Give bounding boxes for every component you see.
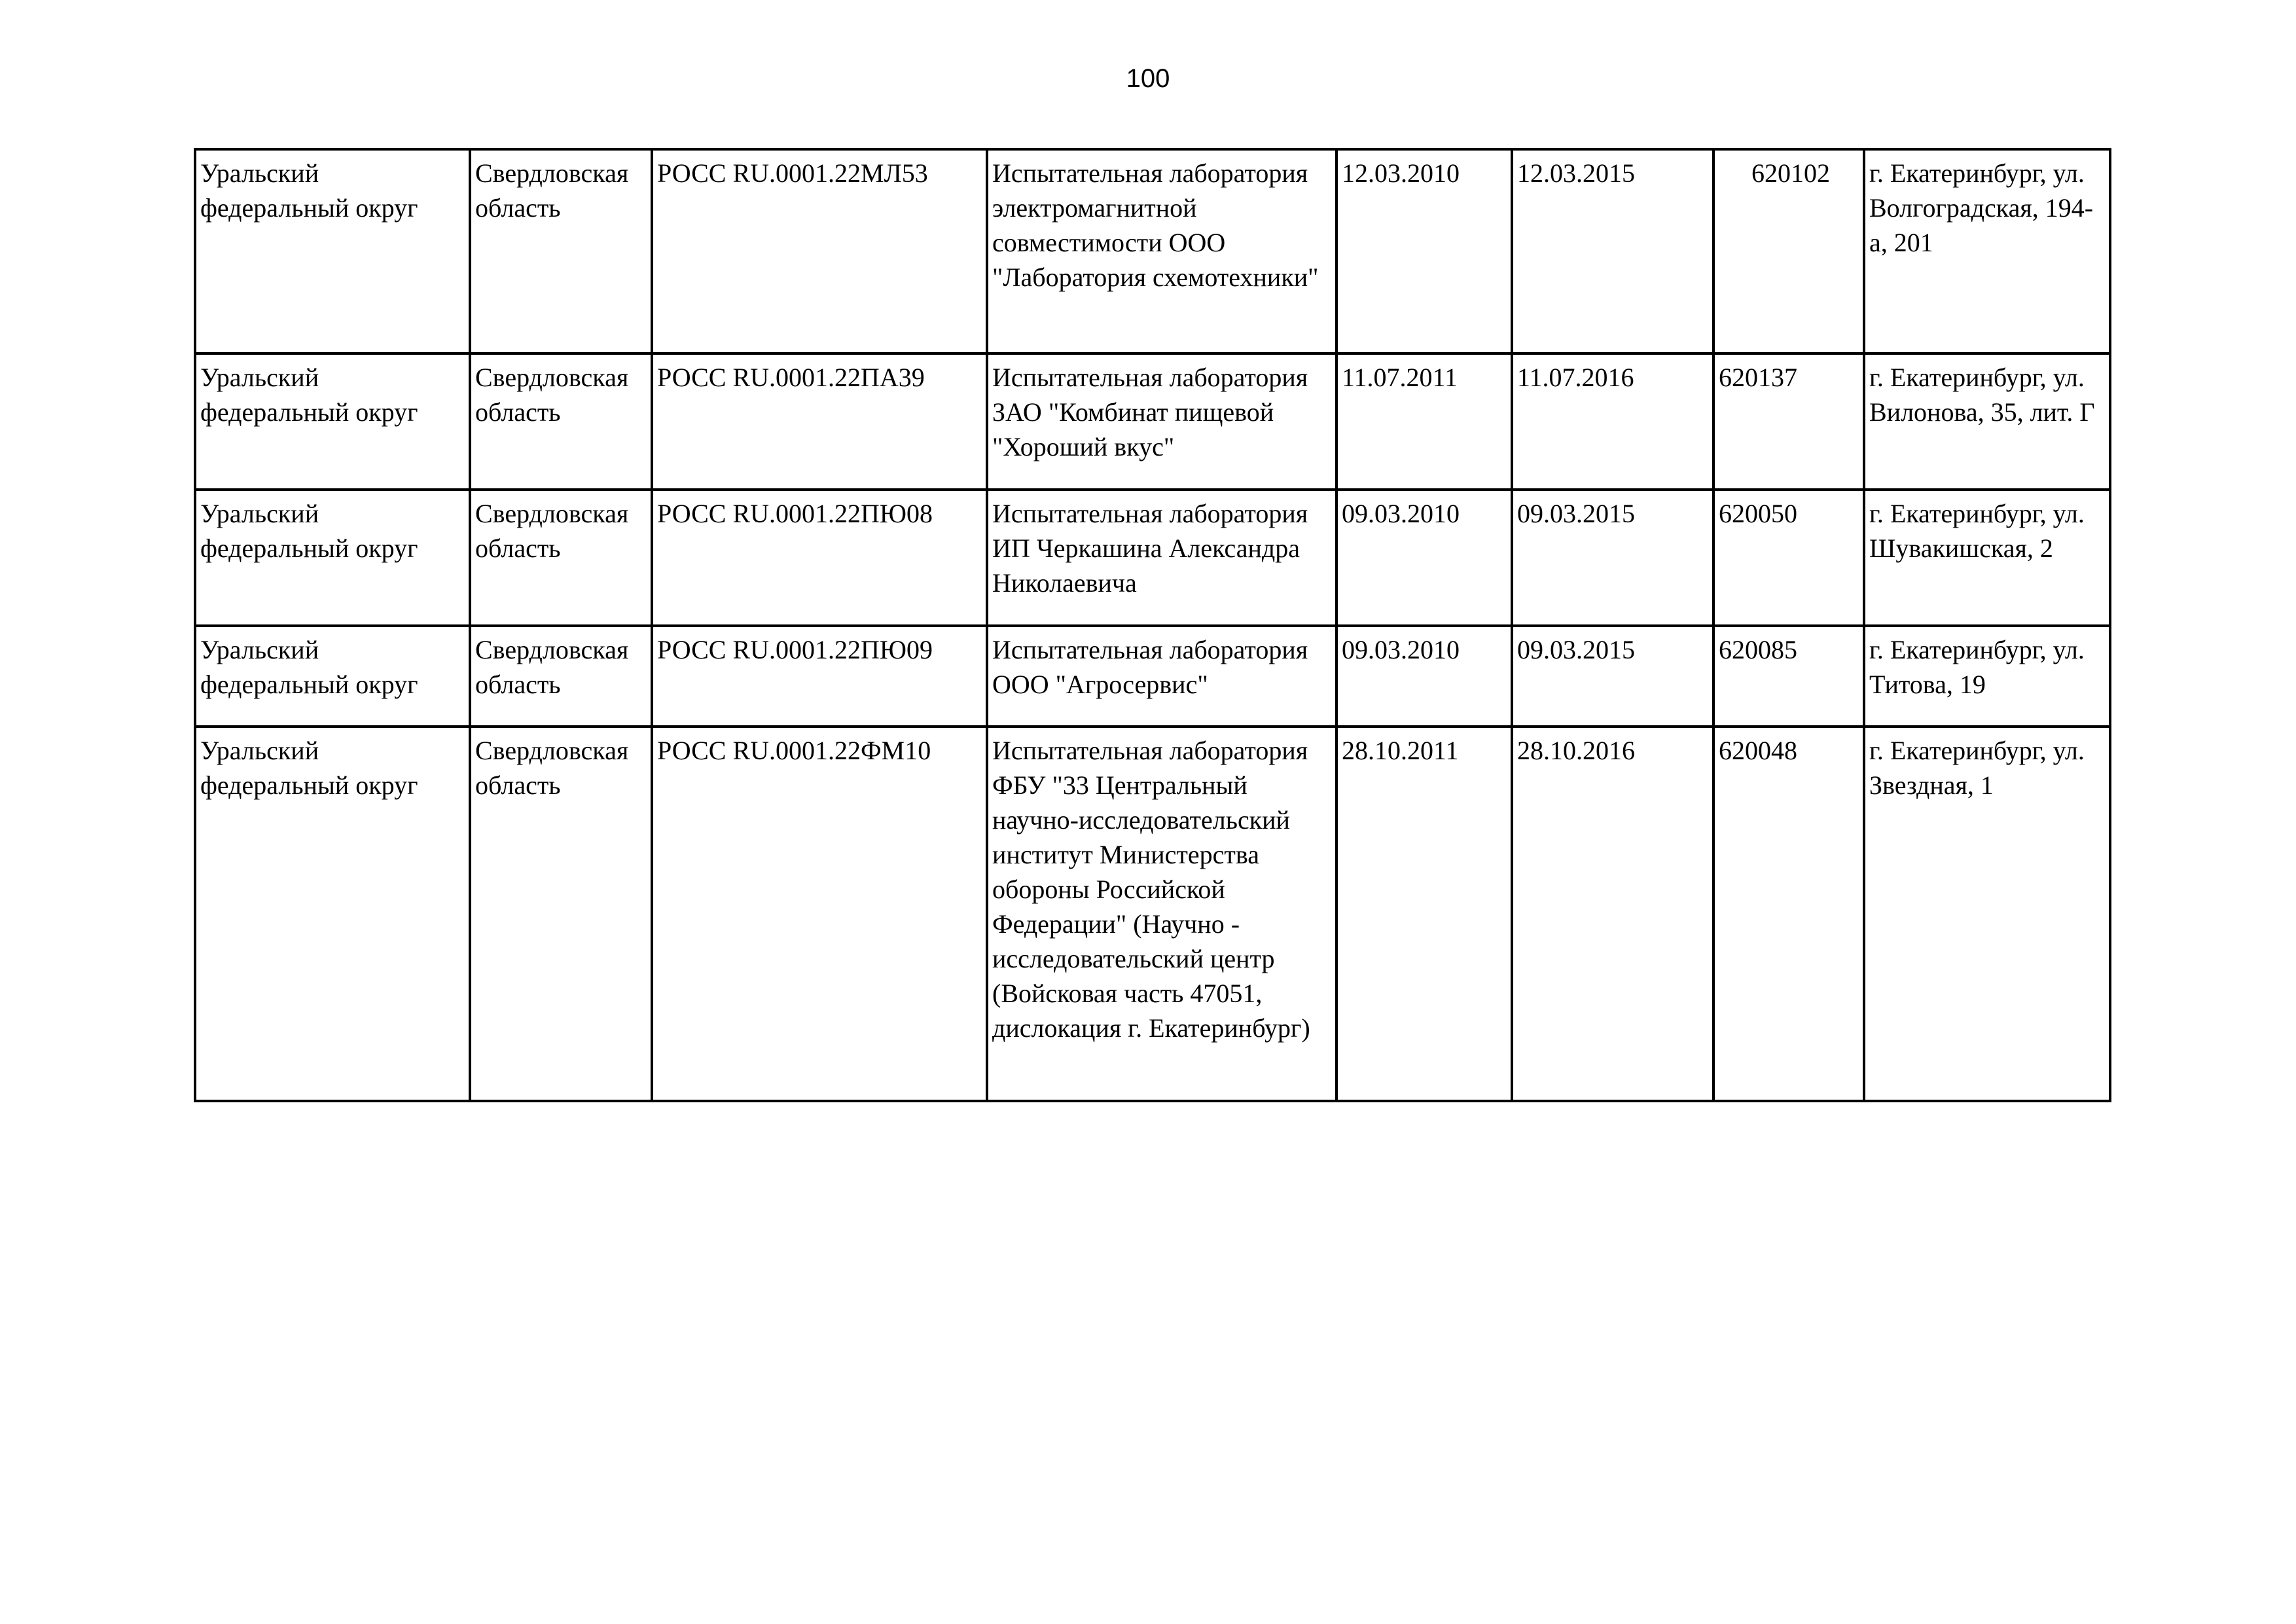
date-from-cell: 28.10.2011 [1336,727,1512,1101]
date-from-cell: 09.03.2010 [1336,490,1512,626]
district-cell: Уральский федеральный округ [195,727,470,1101]
table-row [195,353,2110,490]
address-cell: г. Екатеринбург, ул. Шувакишская, 2 [1864,490,2110,626]
date-from-cell: 09.03.2010 [1336,626,1512,727]
district-cell: Уральский федеральный округ [195,149,470,353]
certificate-cell: РОСС RU.0001.22ПЮ08 [652,490,987,626]
laboratory-registry-table [194,148,2111,1102]
postal-index-cell: 620137 [1713,353,1864,490]
region-cell: Свердловская область [470,149,652,353]
laboratory-cell: Испытательная лаборатория электромагнитной совместимости ООО "Лаборатория схемотехники" [987,149,1336,353]
laboratory-cell: Испытательная лаборатория ИП Черкашина Александра Николаевича [987,490,1336,626]
table-row [195,727,2110,1101]
table-row [195,149,2110,353]
date-to-cell: 28.10.2016 [1512,727,1713,1101]
region-cell: Свердловская область [470,490,652,626]
address-cell: г. Екатеринбург, ул. Вилонова, 35, лит. Г [1864,353,2110,490]
table-row [195,490,2110,626]
page-number: 100 [1126,64,1170,93]
address-cell: г. Екатеринбург, ул. Титова, 19 [1864,626,2110,727]
postal-index-cell: 620085 [1713,626,1864,727]
laboratory-cell: Испытательная лаборатория ООО "Агросервис" [987,626,1336,727]
district-cell: Уральский федеральный округ [195,353,470,490]
postal-index-cell: 620102 [1713,149,1864,353]
postal-index-cell: 620050 [1713,490,1864,626]
laboratory-cell: Испытательная лаборатория ЗАО "Комбинат пищевой "Хороший вкус" [987,353,1336,490]
date-to-cell: 11.07.2016 [1512,353,1713,490]
date-from-cell: 12.03.2010 [1336,149,1512,353]
date-to-cell: 09.03.2015 [1512,490,1713,626]
certificate-cell: РОСС RU.0001.22ПЮ09 [652,626,987,727]
date-from-cell: 11.07.2011 [1336,353,1512,490]
laboratory-cell: Испытательная лаборатория ФБУ "33 Центральный научно-исследовательский институт Министерства обороны Российской Федерации" (Научно - исследовательский центр (Войсковая часть 47051, дислокация г. Екатеринбург) [987,727,1336,1101]
address-cell: г. Екатеринбург, ул. Волгоградская, 194-а, 201 [1864,149,2110,353]
region-cell: Свердловская область [470,626,652,727]
table-row [195,626,2110,727]
certificate-cell: РОСС RU.0001.22ФМ10 [652,727,987,1101]
address-cell: г. Екатеринбург, ул. Звездная, 1 [1864,727,2110,1101]
date-to-cell: 09.03.2015 [1512,626,1713,727]
certificate-cell: РОСС RU.0001.22МЛ53 [652,149,987,353]
certificate-cell: РОСС RU.0001.22ПА39 [652,353,987,490]
region-cell: Свердловская область [470,727,652,1101]
postal-index-cell: 620048 [1713,727,1864,1101]
date-to-cell: 12.03.2015 [1512,149,1713,353]
district-cell: Уральский федеральный округ [195,626,470,727]
district-cell: Уральский федеральный округ [195,490,470,626]
region-cell: Свердловская область [470,353,652,490]
